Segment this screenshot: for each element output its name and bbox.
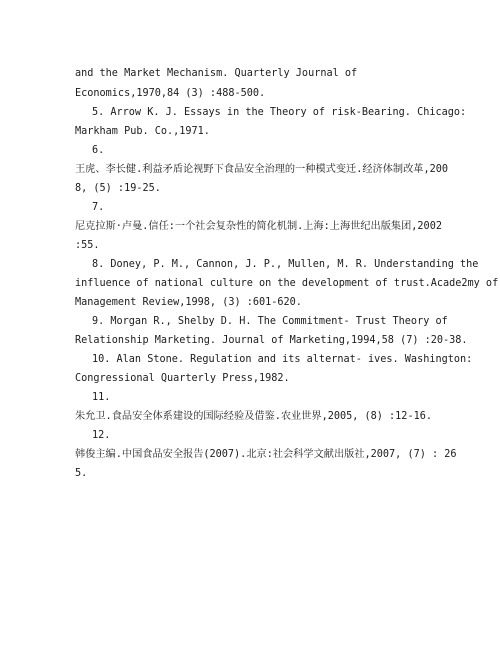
reference-line: 王虎、李长健.利益矛盾论视野下食品安全治理的一种模式变迁.经济体制改革,200 (75, 164, 448, 175)
reference-line: Congressional Quarterly Press,1982. (75, 373, 290, 384)
reference-number: 6. (92, 145, 105, 156)
reference-line: 朱允卫.食品安全体系建设的国际经验及借鉴.农业世界,2005, (8) :12-16. (75, 411, 432, 422)
reference-line: 8, (5) :19-25. (75, 183, 161, 194)
reference-line: 9. Morgan R., Shelby D. H. The Commitment- Trust Theory of (92, 316, 448, 327)
reference-line: Economics,1970,84 (3) :488-500. (75, 88, 266, 99)
reference-line: 5. Arrow K. J. Essays in the Theory of risk-Bearing. Chicago: (92, 107, 467, 118)
reference-line: 尼克拉斯·卢曼.信任:一个社会复杂性的简化机制.上海:上海世纪出版集团,2002 (75, 221, 442, 232)
reference-line: :55. (75, 240, 100, 251)
reference-line: and the Market Mechanism. Quarterly Journal of (75, 68, 358, 79)
reference-number: 12. (92, 430, 111, 441)
reference-line: influence of national culture on the development of trust.Acade2my of (75, 278, 499, 289)
reference-line: 5. (75, 468, 88, 479)
reference-line: 10. Alan Stone. Regulation and its alternat- ives. Washington: (92, 354, 473, 365)
reference-line: Management Review,1998, (3) :601-620. (75, 297, 302, 308)
reference-line: Relationship Marketing. Journal of Marketing,1994,58 (7) :20-38. (75, 335, 468, 346)
reference-line: 8. Doney, P. M., Cannon, J. P., Mullen, M. R. Understanding the (92, 259, 479, 270)
reference-line: Markham Pub. Co.,1971. (75, 126, 210, 137)
reference-number: 7. (92, 202, 105, 213)
reference-number: 11. (92, 392, 111, 403)
reference-line: 韩俊主编.中国食品安全报告(2007).北京:社会科学文献出版社,2007, (7) : 26 (75, 449, 457, 460)
